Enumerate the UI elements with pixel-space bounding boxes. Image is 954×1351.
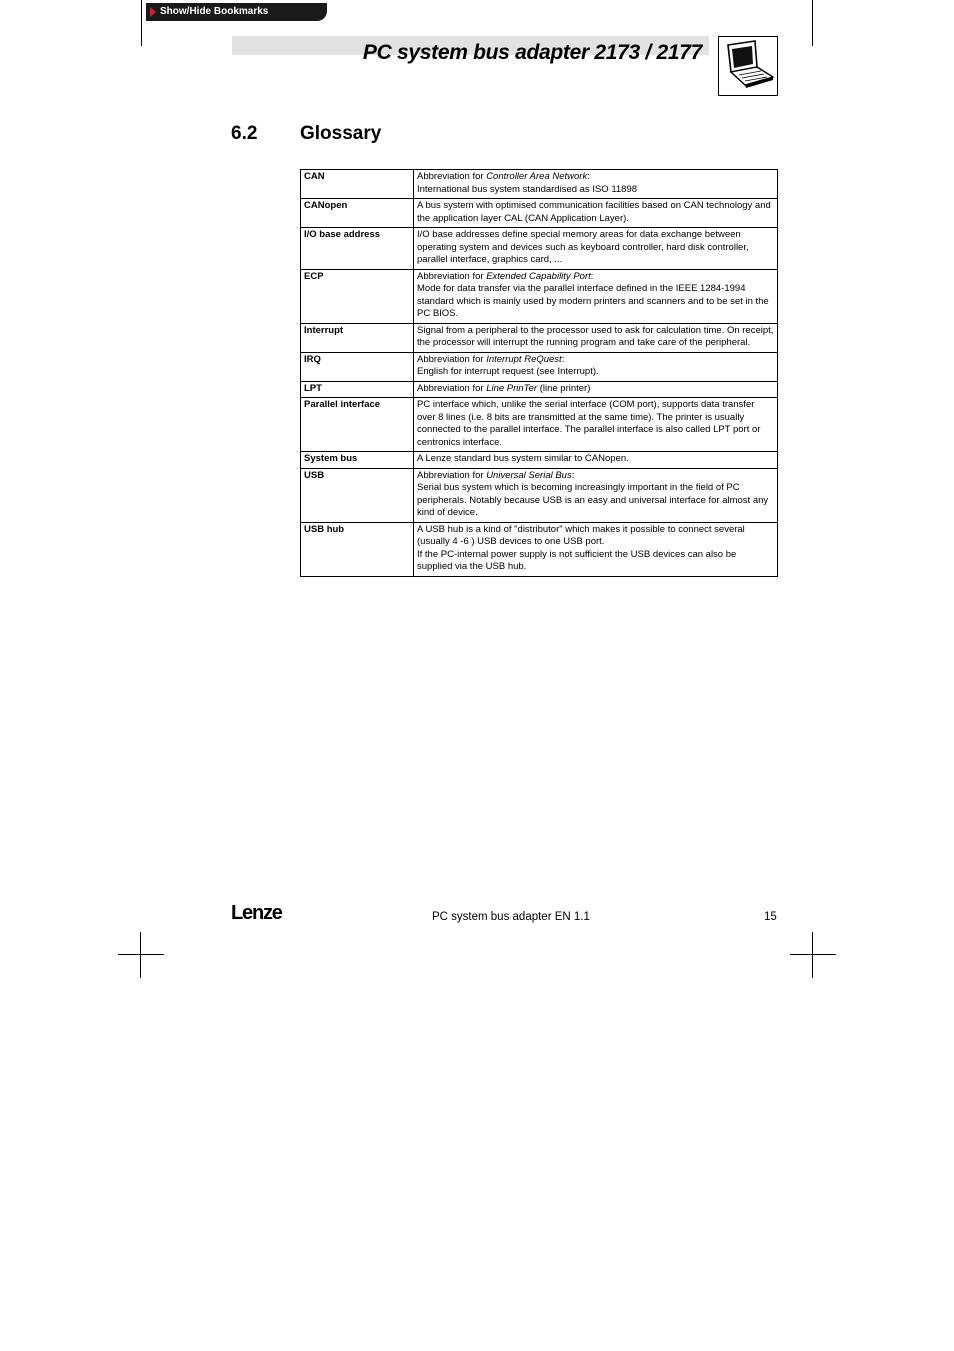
definition-term-italic: Line PrinTer	[486, 382, 538, 394]
glossary-definition	[414, 323, 778, 352]
glossary-term: CANopen	[301, 199, 414, 228]
laptop-icon	[718, 36, 778, 96]
definition-text: :	[587, 171, 590, 182]
glossary-term: LPT	[301, 381, 414, 398]
definition-line	[417, 383, 774, 396]
glossary-term: CAN	[301, 170, 414, 199]
definition-text: Abbreviation for	[417, 382, 487, 394]
definition-line	[417, 524, 774, 549]
glossary-term: IRQ	[301, 352, 414, 381]
crop-mark	[812, 0, 813, 46]
glossary-table	[300, 169, 778, 577]
glossary-definition	[414, 228, 778, 270]
glossary-row	[301, 522, 778, 576]
glossary-definition	[414, 269, 778, 323]
glossary-definition	[414, 199, 778, 228]
definition-text: Signal from a peripheral to the processor used to ask for calculation time. On receipt, the processor will interrupt the running program and take care of the peripheral.	[417, 324, 774, 348]
definition-line	[417, 171, 774, 184]
glossary-definition	[414, 522, 778, 576]
section-title: Glossary	[300, 123, 382, 144]
glossary-term: System bus	[301, 452, 414, 469]
glossary-row	[301, 381, 778, 398]
definition-text: A Lenze standard bus system similar to CANopen.	[417, 453, 629, 464]
glossary-row	[301, 468, 778, 522]
definition-text: International bus system standardised as ISO 11898	[417, 183, 638, 195]
glossary-row	[301, 452, 778, 469]
definition-text: :	[590, 270, 594, 282]
glossary-table-body	[301, 170, 778, 577]
glossary-term: I/O base address	[301, 228, 414, 270]
footer-document-title: PC system bus adapter EN 1.1	[432, 911, 590, 923]
definition-line	[417, 354, 774, 367]
glossary-row	[301, 170, 778, 199]
glossary-row	[301, 352, 778, 381]
glossary-definition	[414, 381, 778, 398]
definition-term-italic: Universal Serial Bus	[486, 469, 572, 481]
glossary-term: USB hub	[301, 522, 414, 576]
definition-text: If the PC-internal power supply is not sufficient the USB devices can also be supplied via the USB hub.	[417, 548, 737, 572]
definition-line	[417, 399, 774, 449]
glossary-term: ECP	[301, 269, 414, 323]
crop-mark	[118, 954, 164, 955]
definition-text: Mode for data transfer via the parallel interface defined in the IEEE 1284-1994 standard which is mainly used by modern printers and scanners and to be set in the PC BIOS.	[417, 283, 769, 319]
definition-line	[417, 549, 774, 574]
definition-line	[417, 453, 774, 466]
definition-text: Abbreviation for	[417, 353, 487, 365]
lenze-logo: Lenze	[231, 902, 282, 924]
glossary-term: Parallel interface	[301, 398, 414, 452]
glossary-definition	[414, 352, 778, 381]
definition-text: Abbreviation for	[417, 171, 487, 182]
definition-term-italic: Controller Area Network	[486, 171, 588, 182]
glossary-definition	[414, 452, 778, 469]
definition-text: A bus system with optimised communication facilities based on CAN technology and the application layer CAL (CAN Application Layer).	[417, 200, 771, 224]
definition-text: English for interrupt request (see Interrupt).	[417, 366, 599, 377]
definition-line	[417, 366, 774, 379]
glossary-row	[301, 228, 778, 270]
definition-text: Abbreviation for	[417, 469, 487, 481]
page-header-title: PC system bus adapter 2173 / 2177	[362, 41, 702, 64]
definition-line	[417, 200, 774, 225]
glossary-definition	[414, 398, 778, 452]
glossary-definition	[414, 468, 778, 522]
glossary-row	[301, 199, 778, 228]
definition-text: Serial bus system which is becoming increasingly important in the field of PC peripherals. Notably because USB is an easy and universal interface for almost any kind of device.	[417, 482, 769, 518]
bookmarks-label: Show/Hide Bookmarks	[160, 6, 269, 17]
definition-text: Abbreviation for	[417, 270, 487, 282]
crop-mark	[141, 0, 142, 46]
section-number: 6.2	[231, 123, 258, 144]
glossary-row	[301, 323, 778, 352]
crop-mark	[812, 932, 813, 978]
page-number: 15	[764, 911, 777, 923]
definition-text: I/O base addresses define special memory areas for data exchange between operating system and devices such as keyboard controller, hard disk controller, parallel interface, graphics card, ...	[417, 229, 749, 265]
definition-line	[417, 325, 774, 350]
definition-text: :	[561, 353, 565, 365]
glossary-row	[301, 269, 778, 323]
definition-term-italic: Interrupt ReQuest	[486, 353, 562, 365]
definition-line	[417, 482, 774, 520]
glossary-row	[301, 398, 778, 452]
crop-mark	[140, 932, 141, 978]
definition-line	[417, 470, 774, 483]
bookmark-arrow-icon	[150, 7, 156, 17]
glossary-term: Interrupt	[301, 323, 414, 352]
definition-text: (line printer)	[537, 382, 591, 394]
definition-text: :	[571, 469, 575, 481]
definition-line	[417, 271, 774, 284]
glossary-definition	[414, 170, 778, 199]
definition-line	[417, 283, 774, 321]
show-hide-bookmarks-button[interactable]	[146, 3, 327, 21]
glossary-term: USB	[301, 468, 414, 522]
definition-text: PC interface which, unlike the serial interface (COM port), supports data transfer over 8 lines (i.e. 8 bits are transmitted at the same time). The printer is usually connected to the parallel interface. The parallel interface is also called LPT port or centronics interface.	[417, 399, 761, 448]
definition-line	[417, 184, 774, 197]
crop-mark	[790, 954, 836, 955]
definition-line	[417, 229, 774, 267]
definition-text: A USB hub is a kind of "distributor" which makes it possible to connect several (usually 4 -6 ) USB devices to one USB port.	[417, 523, 745, 547]
definition-term-italic: Extended Capability Port	[486, 270, 591, 282]
